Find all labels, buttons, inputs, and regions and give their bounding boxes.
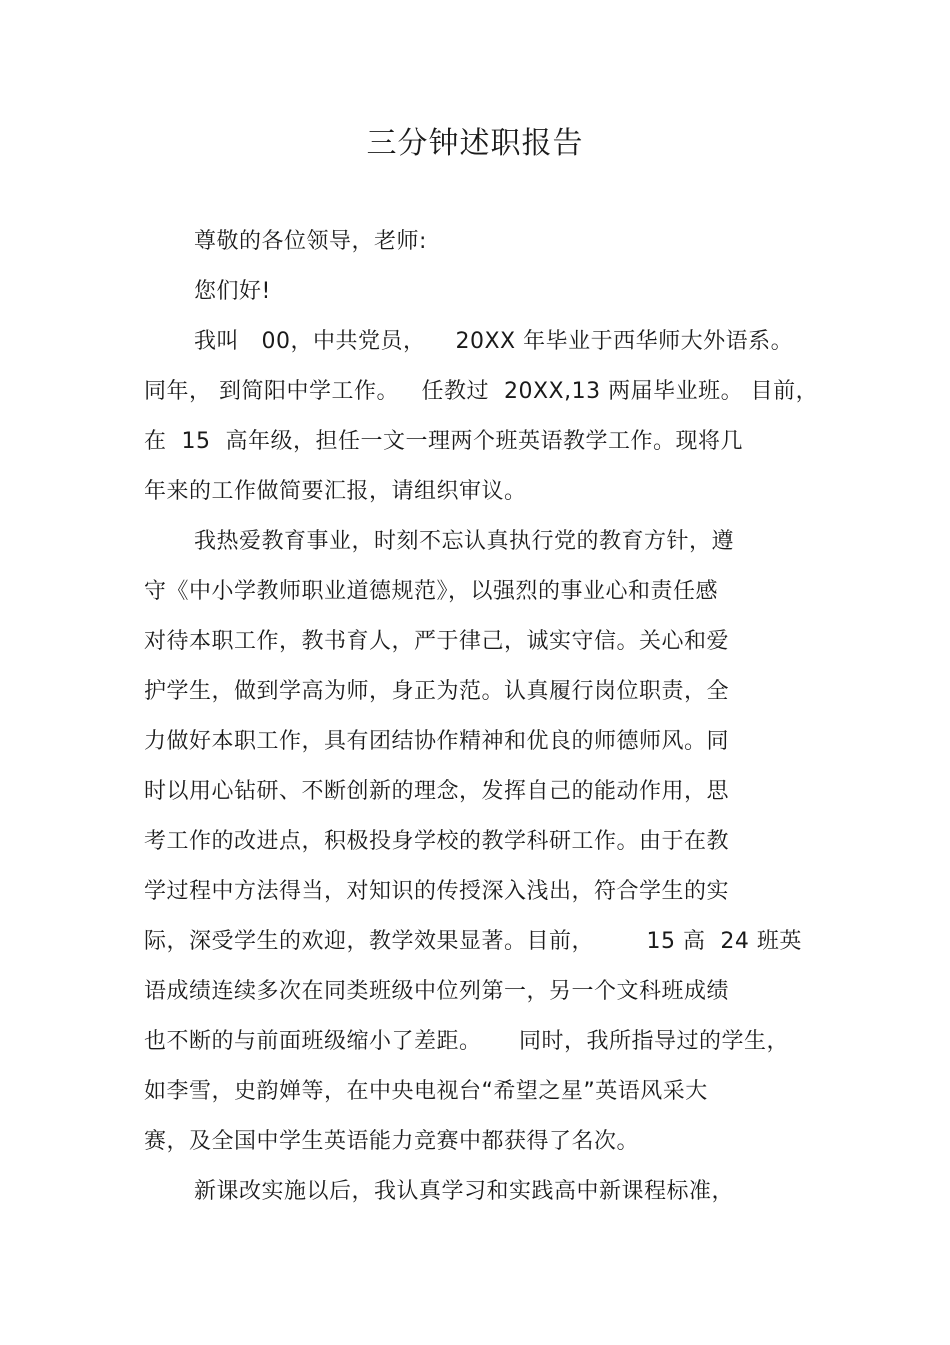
- text-line: 守《中小学教师职业道德规范》，以强烈的事业心和责任感: [144, 579, 719, 604]
- text-line: 尊敬的各位领导，老师:: [194, 229, 427, 254]
- text-line: 年来的工作做简要汇报，请组织审议。: [144, 479, 527, 504]
- text-line: 学过程中方法得当，对知识的传授深入浅出，符合学生的实: [144, 879, 730, 904]
- text-line: 您们好!: [194, 279, 271, 304]
- text-line: 同年， 到简阳中学工作。 任教过 20XX,13 两届毕业班。 目前，: [144, 379, 819, 404]
- text-line: 护学生，做到学高为师，身正为范。认真履行岗位职责，全: [144, 679, 730, 704]
- text-line: 新课改实施以后，我认真学习和实践高中新课程标准，: [194, 1179, 735, 1204]
- text-line: 考工作的改进点，积极投身学校的教学科研工作。由于在教: [144, 829, 730, 854]
- text-line: 在 15 高年级，担任一文一理两个班英语教学工作。现将几: [144, 429, 743, 454]
- text-line: 我热爱教育事业，时刻不忘认真执行党的教育方针，遵: [194, 529, 735, 554]
- text-line: 力做好本职工作，具有团结协作精神和优良的师德师风。同: [144, 729, 730, 754]
- text-line: 如李雪，史韵婵等，在中央电视台“希望之星”英语风采大: [144, 1079, 708, 1104]
- text-line: 对待本职工作，教书育人，严于律己，诚实守信。关心和爱: [144, 629, 730, 654]
- text-line: 语成绩连续多次在同类班级中位列第一，另一个文科班成绩: [144, 979, 730, 1004]
- text-line: 我叫 00，中共党员， 20XX 年毕业于西华师大外语系。: [194, 329, 794, 354]
- text-line: 也不断的与前面班级缩小了差距。 同时，我所指导过的学生，: [144, 1029, 789, 1054]
- document-title: 三分钟述职报告: [366, 126, 584, 161]
- text-line: 赛，及全国中学生英语能力竞赛中都获得了名次。: [144, 1129, 640, 1154]
- text-line: 际，深受学生的欢迎，教学效果显著。目前， 15 高 24 班英: [144, 929, 802, 954]
- text-line: 时以用心钻研、不断创新的理念，发挥自己的能动作用，思: [144, 779, 730, 804]
